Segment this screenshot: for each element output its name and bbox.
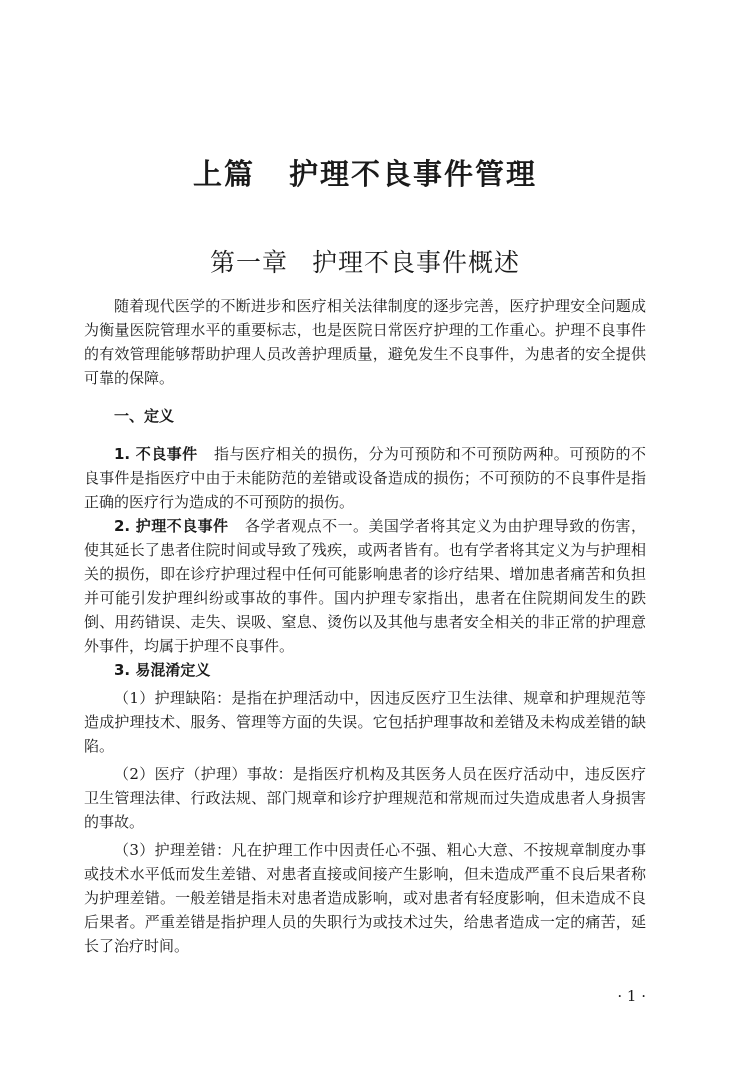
subitem-medical-accident: （2）医疗（护理）事故：是指医疗机构及其医务人员在医疗活动中，违反医疗卫生管理法律、行政法规、部门规章和诊疗护理规范和常规而过失造成患者人身损害的事故。: [84, 765, 646, 831]
term-adverse-event: 1. 不良事件: [114, 445, 198, 463]
definition-text: 指与医疗相关的损伤，分为可预防和不可预防两种。可预防的不良事件是指医疗中由于未能防范的差错或设备造成的损伤；不可预防的不良事件是指正确的医疗行为造成的不可预防的损伤。: [84, 445, 646, 511]
body-text: [84, 294, 646, 958]
section-heading-definition: 一、定义: [114, 407, 175, 425]
subitem-nursing-defect: （1）护理缺陷：是指在护理活动中，因违反医疗卫生法律、规章和护理规范等造成护理技术、服务、管理等方面的失误。它包括护理事故和差错及未构成差错的缺陷。: [84, 689, 646, 755]
chapter-label: 第一章: [209, 248, 288, 277]
definition-nursing-adverse-event: [84, 514, 646, 658]
term-nursing-adverse-event: 2. 护理不良事件: [114, 517, 229, 535]
chapter-title-text: 护理不良事件概述: [312, 248, 521, 277]
page-number: · 1 ·: [617, 987, 646, 1005]
definition-adverse-event: [84, 442, 646, 514]
part-title: [0, 152, 730, 193]
intro-paragraph: 随着现代医学的不断进步和医疗相关法律制度的逐步完善，医疗护理安全问题成为衡量医院管理水平的重要标志，也是医院日常医疗护理的工作重心。护理不良事件的有效管理能够帮助护理人员改善护理质量，避免发生不良事件，为患者的安全提供可靠的保障。: [84, 297, 646, 387]
part-title-text: 护理不良事件管理: [289, 157, 538, 191]
subitem-nursing-error: （3）护理差错：凡在护理工作中因责任心不强、粗心大意、不按规章制度办事或技术水平低而发生差错、对患者直接或间接产生影响，但未造成严重不良后果者称为护理差错。一般差错是指未对患者造成影响，或对患者有轻度影响，但未造成不良后果者。严重差错是指护理人员的失职行为或技术过失，给患者造成一定的痛苦，延长了治疗时间。: [84, 841, 646, 955]
part-label: 上篇: [192, 157, 255, 191]
definition-text: 各学者观点不一。美国学者将其定义为由护理导致的伤害，使其延长了患者住院时间或导致了残疾，或两者皆有。也有学者将其定义为与护理相关的损伤，即在诊疗护理过程中任何可能影响患者的诊疗结果、增加患者痛苦和负担并可能引发护理纠纷或事故的事件。国内护理专家指出，患者在住院期间发生的跌倒、用药错误、走失、误吸、窒息、烫伤以及其他与患者安全相关的非正常的护理意外事件，均属于护理不良事件。: [84, 517, 646, 655]
chapter-title: [0, 243, 730, 279]
subheading-confusing-definitions: 3. 易混淆定义: [114, 661, 211, 679]
